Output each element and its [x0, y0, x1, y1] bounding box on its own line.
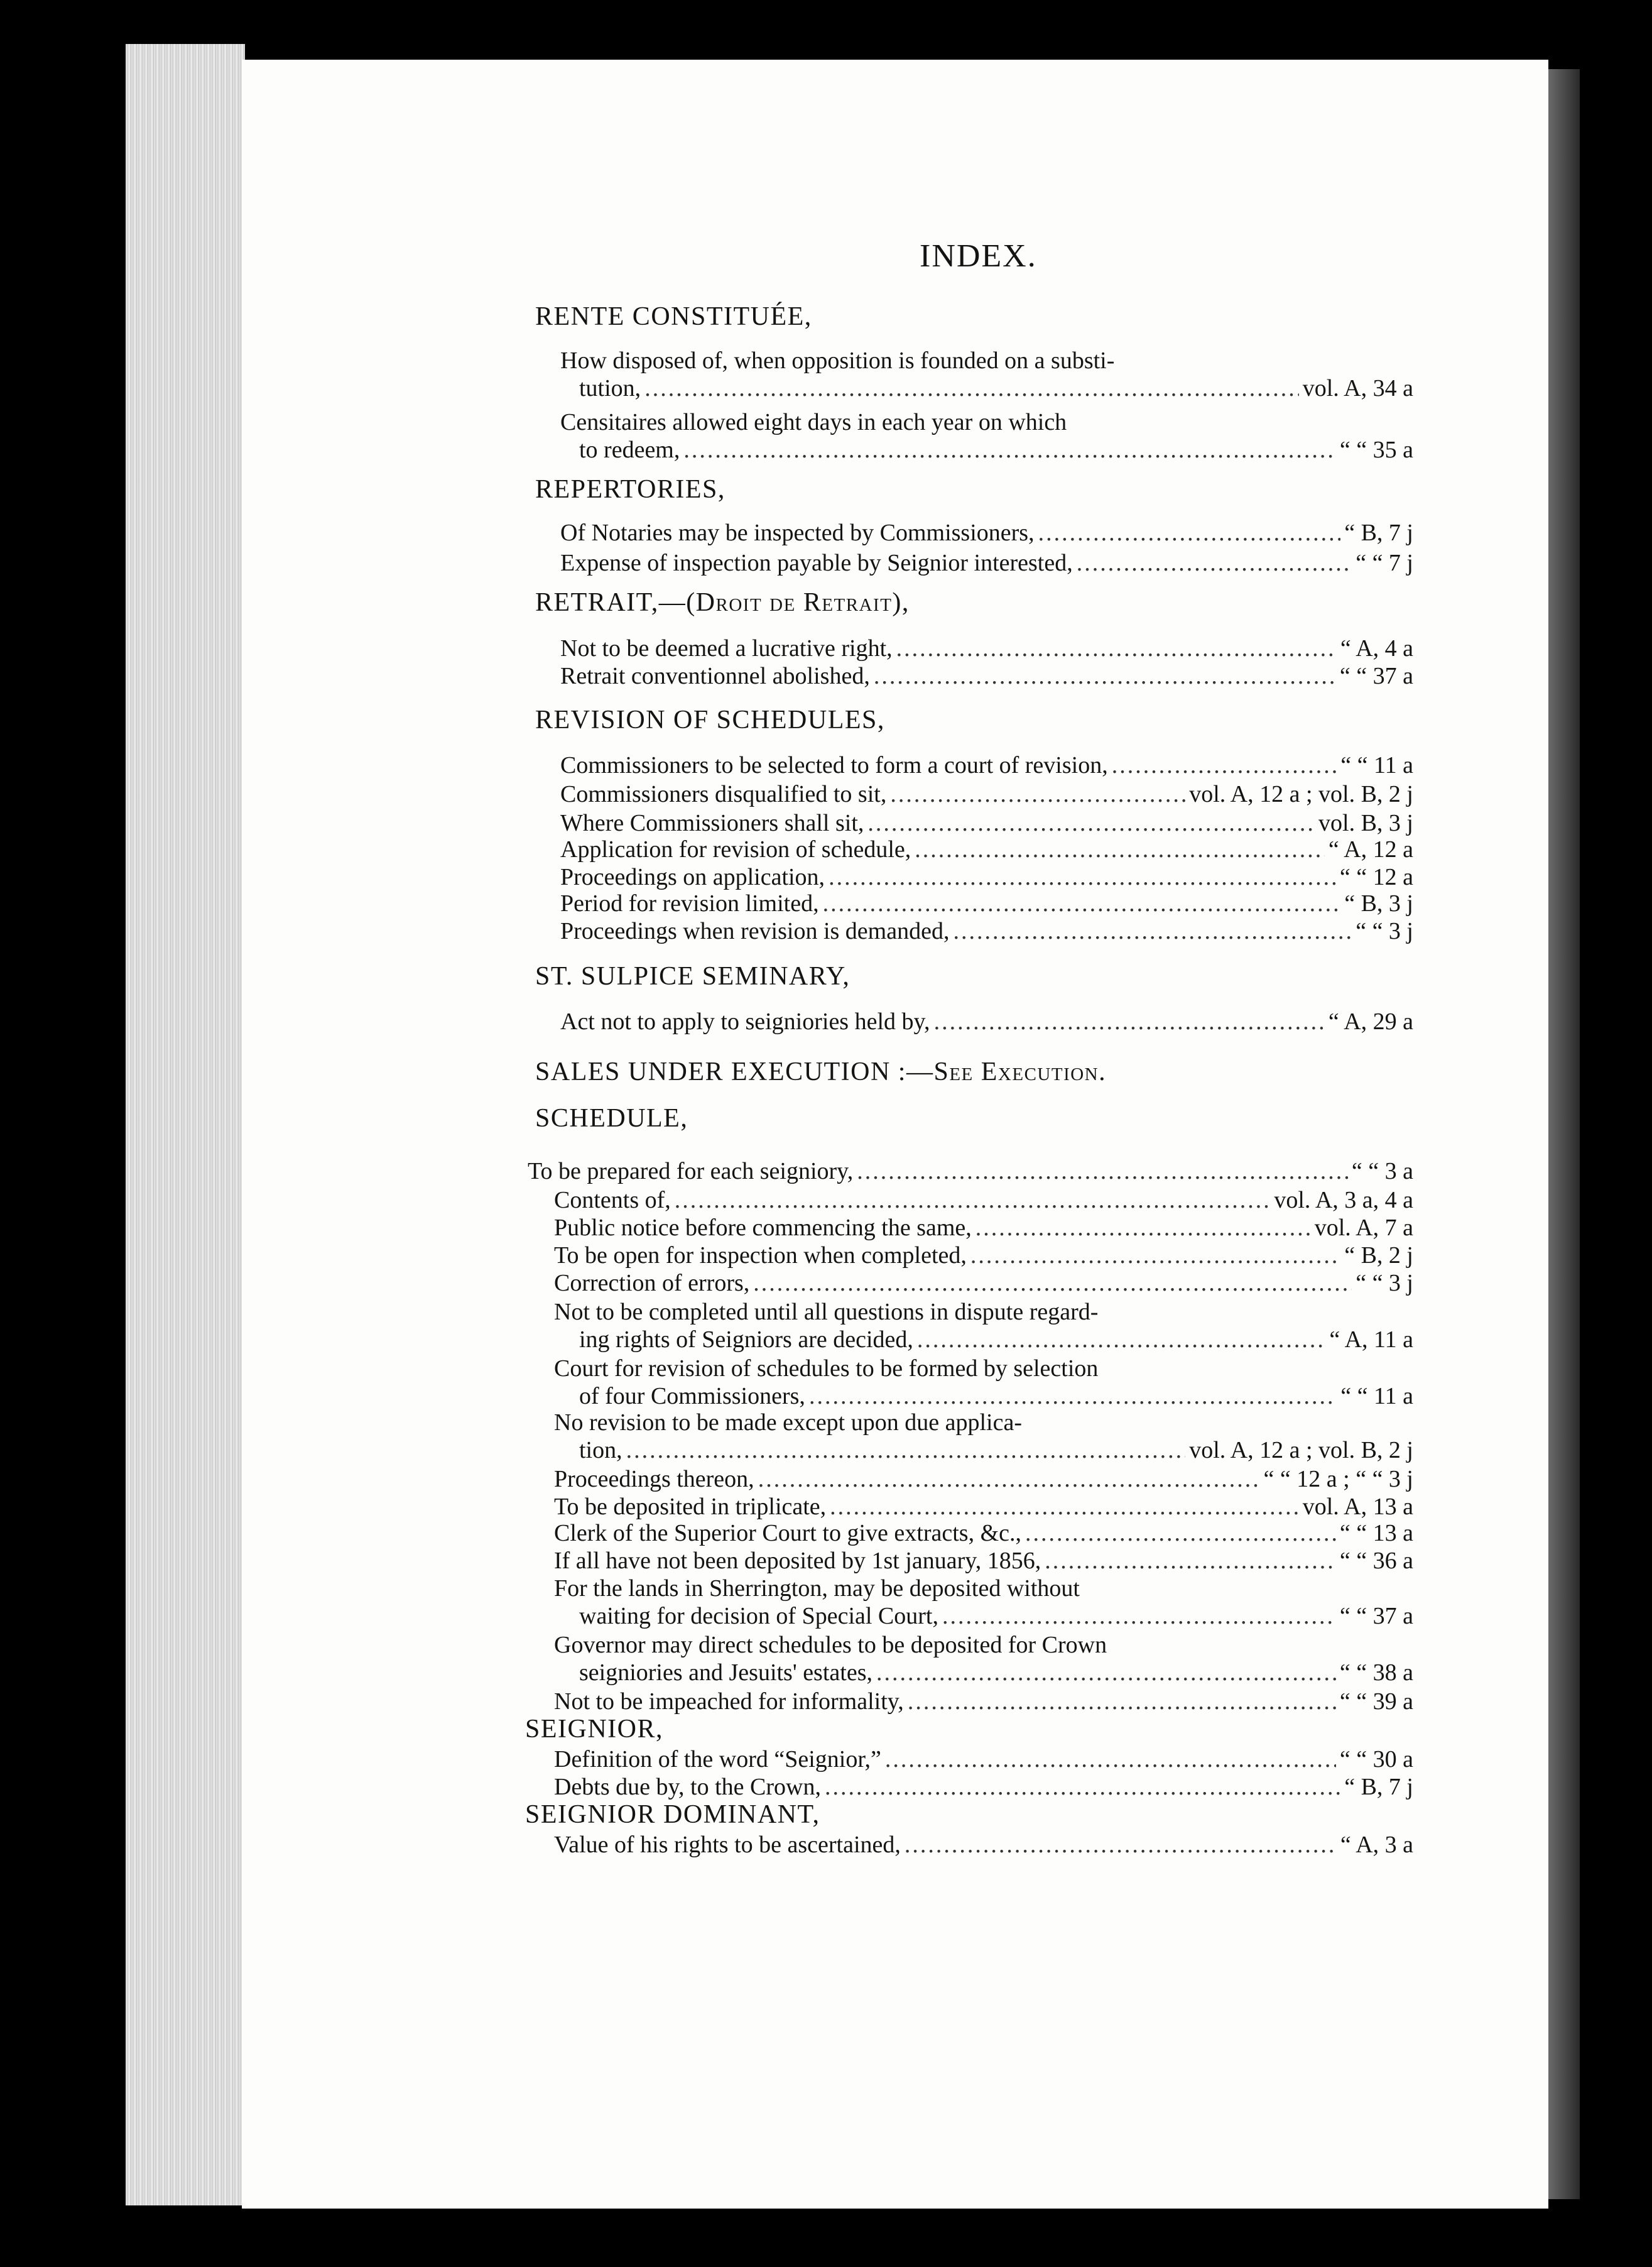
entry-reference: “ “ 30 a [1339, 1746, 1413, 1773]
entry-text: Proceedings when revision is demanded, [560, 918, 950, 944]
entry-text: to redeem, [579, 437, 680, 463]
entry-reference: “ “ 36 a [1339, 1548, 1413, 1574]
entry-text: Of Notaries may be inspected by Commissioners, [560, 520, 1035, 546]
entry-text: Act not to apply to seigniories held by, [560, 1008, 930, 1035]
entry-text: seigniories and Jesuits' estates, [579, 1659, 872, 1686]
entry-first-line: For the lands in Sherrington, may be deposited without [554, 1575, 1080, 1602]
dot-leader [809, 1382, 1337, 1410]
entry-reference: “ “ 35 a [1339, 437, 1413, 463]
entry-text: Period for revision limited, [560, 890, 819, 917]
entry-text: Commissioners to be selected to form a court of revision, [560, 752, 1108, 778]
section-heading: REPERTORIES, [535, 475, 725, 504]
entry-reference: “ A, 29 a [1328, 1008, 1413, 1035]
entry-text: Definition of the word “Seignior,” [554, 1746, 881, 1773]
index-entry [579, 374, 1413, 403]
index-entry [579, 1326, 1413, 1355]
index-entry [554, 1269, 1413, 1298]
index-entry [528, 1157, 1413, 1186]
entry-reference: “ B, 2 j [1344, 1242, 1413, 1269]
dot-leader [874, 662, 1336, 690]
index-entry [560, 780, 1413, 809]
dot-leader [626, 1436, 1186, 1464]
entry-reference: “ “ 37 a [1339, 1603, 1413, 1629]
index-entry [554, 1214, 1413, 1243]
entry-text: Contents of, [554, 1187, 671, 1213]
index-entry [554, 1688, 1413, 1717]
entry-reference: “ A, 12 a [1328, 836, 1413, 863]
entry-reference: “ “ 12 a [1339, 864, 1413, 890]
entry-reference: “ “ 38 a [1339, 1659, 1413, 1686]
index-entry [579, 1382, 1413, 1411]
entry-reference: “ A, 3 a [1340, 1832, 1413, 1858]
entry-text: Correction of errors, [554, 1270, 750, 1296]
section-heading: SCHEDULE, [535, 1104, 688, 1133]
entry-text: tution, [579, 375, 641, 402]
dot-leader [675, 1186, 1271, 1214]
page-title: INDEX. [920, 238, 1037, 274]
entry-first-line: No revision to be made except upon due applica- [554, 1409, 1022, 1436]
index-entry [560, 549, 1413, 578]
entry-reference: “ “ 3 a [1351, 1158, 1413, 1184]
index-entry [560, 662, 1413, 691]
entry-text: Application for revision of schedule, [560, 836, 911, 863]
entry-text: of four Commissioners, [579, 1383, 805, 1409]
dot-leader [758, 1465, 1260, 1493]
entry-reference: “ “ 37 a [1339, 663, 1413, 689]
entry-text: Value of his rights to be ascertained, [554, 1832, 901, 1858]
index-entry [579, 1659, 1413, 1688]
index-entry [554, 1465, 1413, 1494]
dot-leader [753, 1269, 1352, 1297]
entry-reference: vol. B, 3 j [1318, 810, 1413, 836]
entry-text: Not to be impeached for informality, [554, 1688, 904, 1715]
dot-leader [1025, 1519, 1336, 1547]
entry-first-line: Governor may direct schedules to be deposited for Crown [554, 1632, 1107, 1658]
section-heading: SEIGNIOR DOMINANT, [525, 1800, 820, 1829]
dot-leader [970, 1242, 1340, 1269]
entry-reference: vol. A, 13 a [1302, 1494, 1413, 1520]
dot-leader [683, 436, 1336, 464]
entry-reference: vol. A, 3 a, 4 a [1274, 1187, 1413, 1213]
dot-leader [896, 635, 1337, 662]
entry-first-line: Censitaires allowed eight days in each year on which [560, 409, 1067, 435]
entry-reference: vol. A, 34 a [1302, 375, 1413, 402]
index-entry [554, 1773, 1413, 1802]
index-entry [554, 1547, 1413, 1576]
entry-text: To be open for inspection when completed, [554, 1242, 967, 1269]
entry-first-line: Not to be completed until all questions in dispute regard- [554, 1299, 1099, 1325]
index-entry [560, 836, 1413, 865]
index-entry [579, 436, 1413, 465]
section-heading: RENTE CONSTITUÉE, [535, 302, 812, 331]
entry-first-line: Court for revision of schedules to be formed by selection [554, 1355, 1099, 1382]
section-heading: RETRAIT,—(Droit de Retrait), [535, 588, 910, 617]
dot-leader [1038, 519, 1341, 547]
entry-reference: “ “ 39 a [1339, 1688, 1413, 1715]
entry-reference: “ A, 4 a [1340, 635, 1413, 662]
entry-reference: “ “ 11 a [1340, 1383, 1413, 1409]
entry-reference: “ A, 11 a [1329, 1326, 1413, 1353]
dot-leader [823, 890, 1341, 917]
index-entry [560, 519, 1413, 548]
section-heading: REVISION OF SCHEDULES, [535, 706, 885, 735]
entry-text: Retrait conventionnel abolished, [560, 663, 870, 689]
dot-leader [1112, 751, 1337, 779]
entry-reference: “ “ 12 a ; “ “ 3 j [1263, 1466, 1413, 1492]
section-heading: ST. SULPICE SEMINARY, [535, 962, 850, 991]
entry-text: To be deposited in triplicate, [554, 1494, 827, 1520]
index-entry [560, 1008, 1413, 1037]
dot-leader [934, 1008, 1325, 1035]
entry-reference: vol. A, 7 a [1314, 1215, 1413, 1241]
entry-text: If all have not been deposited by 1st january, 1856, [554, 1548, 1041, 1574]
entry-text: Expense of inspection payable by Seignior interested, [560, 550, 1073, 576]
dot-leader [1077, 549, 1352, 577]
index-entry [554, 1493, 1413, 1522]
dot-leader [829, 863, 1336, 891]
entry-reference: “ “ 13 a [1339, 1520, 1413, 1546]
entry-reference: “ “ 3 j [1356, 918, 1413, 944]
dot-leader [1045, 1547, 1336, 1575]
entry-text: Debts due by, to the Crown, [554, 1774, 821, 1800]
dot-leader [644, 374, 1299, 402]
section-heading: SEIGNIOR, [525, 1715, 663, 1744]
entry-reference: “ B, 7 j [1344, 520, 1413, 546]
dot-leader [908, 1688, 1336, 1715]
dot-leader [942, 1602, 1336, 1630]
index-entry [579, 1436, 1413, 1465]
index-entry [554, 1186, 1413, 1215]
entry-first-line: How disposed of, when opposition is founded on a substi- [560, 347, 1115, 374]
entry-text: ing rights of Seigniors are decided, [579, 1326, 913, 1353]
entry-text: Proceedings thereon, [554, 1466, 754, 1492]
dot-leader [915, 836, 1325, 863]
entry-reference: vol. A, 12 a ; vol. B, 2 j [1189, 781, 1413, 807]
dot-leader [905, 1831, 1337, 1859]
index-entry [560, 635, 1413, 664]
dot-leader [825, 1773, 1340, 1801]
dot-leader [857, 1157, 1348, 1185]
entry-text: Not to be deemed a lucrative right, [560, 635, 893, 662]
dot-leader [830, 1493, 1299, 1521]
index-entry [554, 1831, 1413, 1860]
index-entry [560, 890, 1413, 919]
entry-reference: “ “ 3 j [1356, 1270, 1413, 1296]
index-entry [560, 751, 1413, 780]
dot-leader [917, 1326, 1325, 1353]
index-entry [554, 1242, 1413, 1270]
entry-text: Public notice before commencing the same, [554, 1215, 972, 1241]
entry-text: To be prepared for each seigniory, [528, 1158, 854, 1184]
dot-leader [876, 1659, 1336, 1686]
entry-text: tion, [579, 1437, 622, 1463]
index-entry [560, 809, 1413, 838]
entry-text: Proceedings on application, [560, 864, 825, 890]
dot-leader [890, 780, 1185, 808]
entry-reference: “ B, 7 j [1344, 1774, 1413, 1800]
index-entry [560, 863, 1413, 892]
entry-text: Commissioners disqualified to sit, [560, 781, 887, 807]
index-entry [554, 1745, 1413, 1774]
dot-leader [975, 1214, 1311, 1242]
dot-leader [953, 917, 1352, 945]
entry-text: Where Commissioners shall sit, [560, 810, 864, 836]
entry-reference: “ “ 11 a [1340, 752, 1413, 778]
entry-reference: “ B, 3 j [1344, 890, 1413, 917]
entry-reference: “ “ 7 j [1356, 550, 1413, 576]
index-entry [560, 917, 1413, 946]
entry-reference: vol. A, 12 a ; vol. B, 2 j [1189, 1437, 1413, 1463]
dot-leader [885, 1745, 1336, 1773]
section-heading: SALES UNDER EXECUTION :—See Execution. [535, 1057, 1107, 1086]
entry-text: Clerk of the Superior Court to give extracts, &c., [554, 1520, 1021, 1546]
index-entry [554, 1519, 1413, 1548]
entry-text: waiting for decision of Special Court, [579, 1603, 938, 1629]
index-entry [579, 1602, 1413, 1631]
dot-leader [867, 809, 1315, 837]
